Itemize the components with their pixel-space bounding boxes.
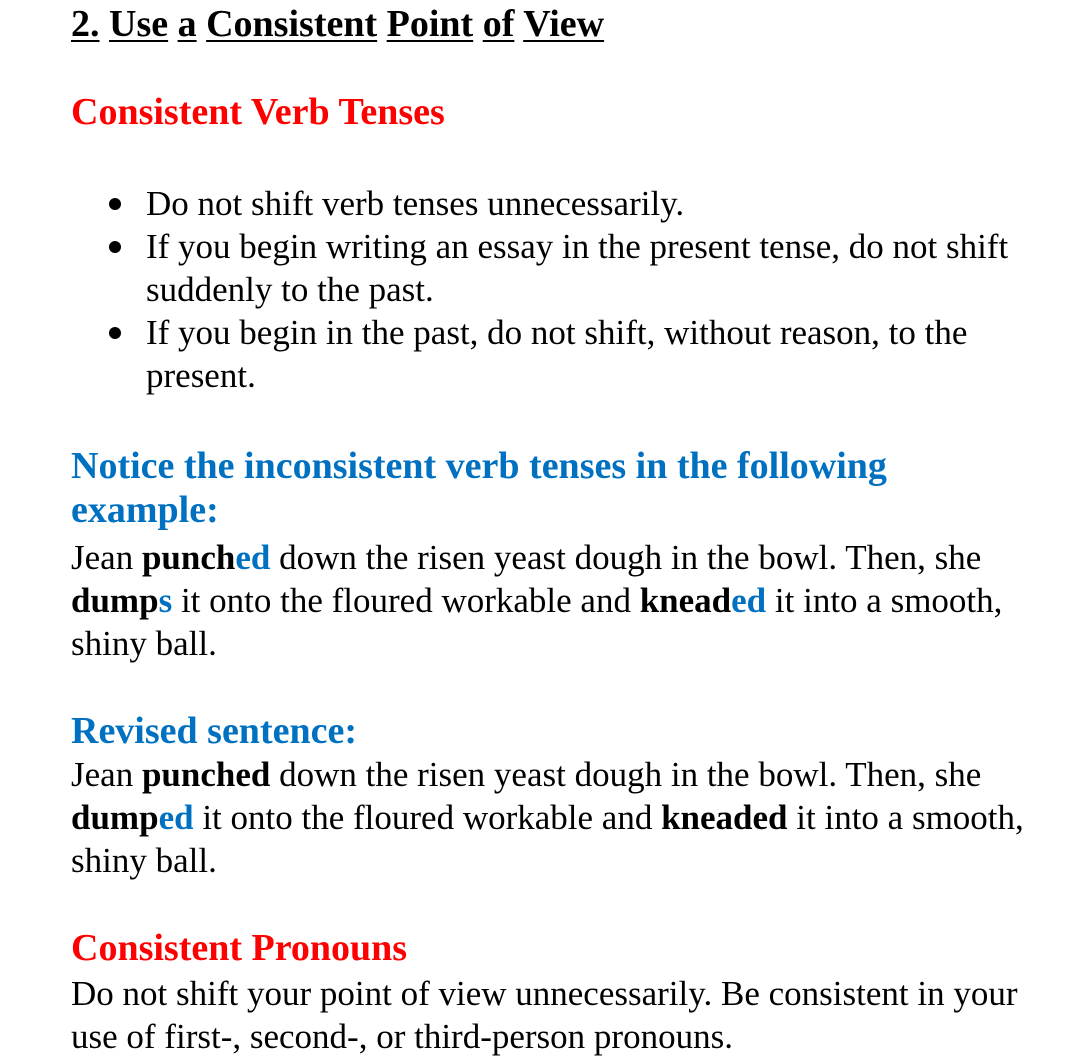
page-title — [71, 0, 604, 48]
verb-tenses-heading: Consistent Verb Tenses — [71, 91, 445, 133]
list-item — [71, 182, 1021, 225]
title-word: a — [177, 3, 197, 45]
revised-heading: Revised sentence: — [71, 710, 357, 752]
verb-kneaded: kneaded — [661, 798, 788, 837]
verb-dumped: dumped — [71, 798, 194, 837]
verb-punched: punched — [141, 538, 271, 577]
bullet-icon — [109, 327, 121, 339]
revised-text: it into a smooth, shiny ball. — [71, 798, 1024, 880]
verb-tenses-list — [71, 182, 1021, 397]
bullet-icon — [109, 241, 121, 253]
pronouns-paragraph: Do not shift your point of view unnecessarily. Be consistent in your use of first-, second-, or third-person pronouns. — [71, 974, 1018, 1056]
title-word: Use — [109, 3, 169, 45]
title-number: 2. — [71, 3, 100, 45]
title-word: Point — [386, 3, 474, 45]
revised-text: Jean — [71, 755, 142, 794]
revised-text: down the risen yeast dough in the bowl. Then, she — [270, 755, 982, 794]
list-item — [71, 225, 1021, 311]
example-text: it into a smooth, shiny ball. — [71, 581, 1003, 663]
verb-dumps: dumps — [71, 581, 173, 620]
title-word: Consistent — [206, 3, 378, 45]
verb-kneaded: kneaded — [639, 581, 767, 620]
list-item-text: Do not shift verb tenses unnecessarily. — [146, 184, 685, 223]
example-text: down the risen yeast dough in the bowl. Then, she — [270, 538, 982, 577]
list-item-text: If you begin writing an essay in the present tense, do not shift suddenly to the past. — [146, 227, 1009, 309]
revised-text: it onto the floured workable and — [193, 798, 662, 837]
title-word: View — [523, 3, 605, 45]
bullet-icon — [109, 198, 121, 210]
example-heading: Notice the inconsistent verb tenses in the following example: — [71, 445, 887, 531]
pronouns-heading: Consistent Pronouns — [71, 927, 408, 969]
verb-punched: punched — [141, 755, 271, 794]
example-text: it onto the floured workable and — [172, 581, 640, 620]
list-item-text: If you begin in the past, do not shift, without reason, to the present. — [146, 313, 968, 395]
example-paragraph — [71, 536, 1031, 665]
title-word: of — [482, 3, 515, 45]
example-text: Jean — [71, 538, 142, 577]
revised-paragraph — [71, 753, 1031, 882]
list-item — [71, 311, 1021, 397]
